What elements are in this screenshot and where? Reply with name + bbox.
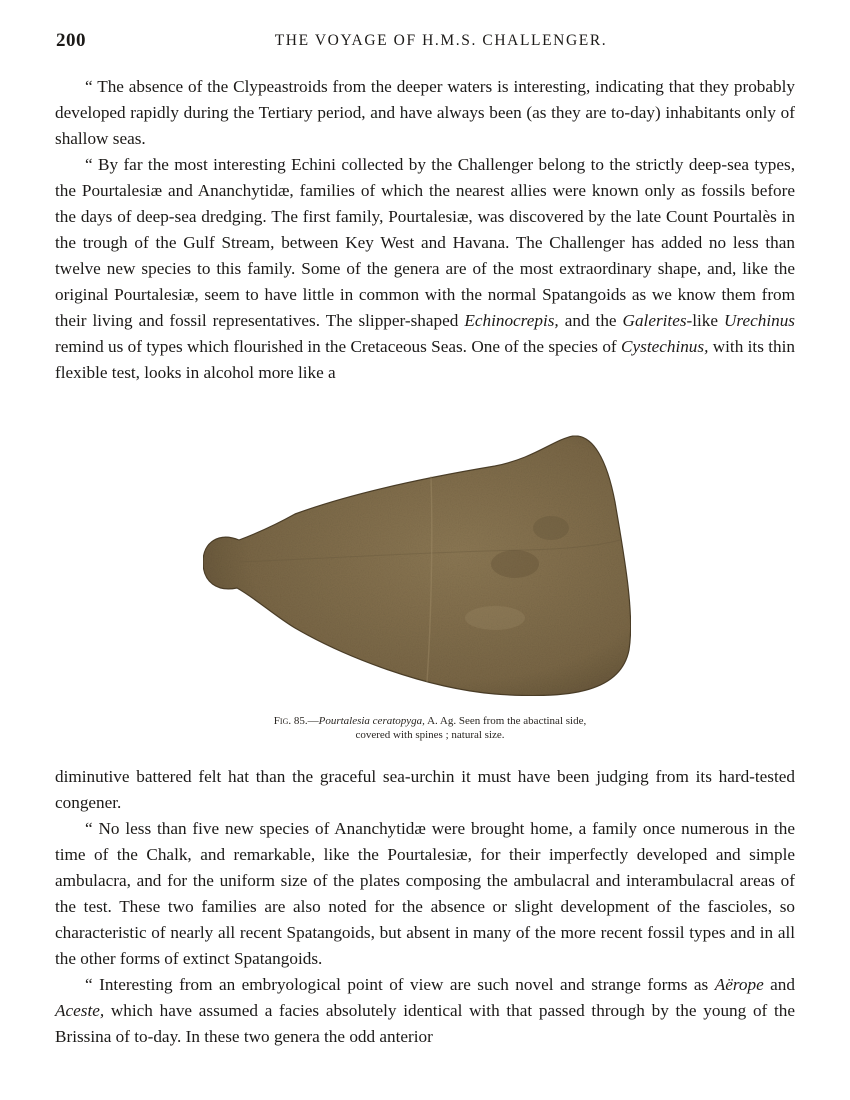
text-run: which have assumed a facies absolutely identical with that passed through by the young of the Brissina of to-day. In these two genera the odd anterior (55, 1001, 795, 1046)
text-run: diminutive battered felt hat than the graceful sea-urchin it must have been judging from its hard-tested congener. (55, 767, 795, 812)
caption-species-name: Pourtalesia ceratopyga, (318, 715, 425, 727)
figure-pourtalesia-specimen (195, 432, 645, 704)
caption-figure-label: Fig. 85.— (273, 715, 319, 727)
italic-taxon: Aceste, (55, 1001, 105, 1020)
page-number: 200 (56, 30, 86, 51)
specimen-body (203, 436, 631, 696)
text-run: “ Interesting from an embryological point of view are such novel and strange forms as (85, 975, 715, 994)
italic-taxon: Echinocrepis, (464, 311, 559, 330)
text-run: “ The absence of the Clypeastroids from the deeper waters is interesting, indicating that they probably developed rapidly during the Tertiary period, and have always been (as they are to-day) inhabitants only of shallow seas. (55, 77, 795, 148)
text-run: remind us of types which flourished in the Cretaceous Seas. One of the species of (55, 337, 622, 356)
text-block-bottom (55, 764, 795, 1050)
paragraph (55, 972, 795, 1050)
specimen-marking (491, 550, 539, 578)
text-run: “ No less than five new species of Ananchytidæ were brought home, a family once numerous in the time of the Chalk, and remarkable, like the Pourtalesiæ, for their imperfectly developed and simple ambulacra, and for the uniform size of the plates composing the ambulacral and interambulacral areas of the test. These two families are also noted for the absence or slight development of the fascioles, so characteristic of nearly all recent Spatangoids, but absent in many of the more recent fossil types and in all the other forms of extinct Spatangoids. (55, 819, 795, 968)
text-run: and (763, 975, 795, 994)
specimen-marking (465, 606, 525, 630)
paragraph (55, 74, 795, 152)
text-run: “ By far the most interesting Echini collected by the Challenger belong to the strictly deep-sea types, the Pourtalesiæ and Ananchytidæ, families of which the nearest allies were known only as fossils before the days of deep-sea dredging. The first family, Pourtalesiæ, was discovered by the late Count Pourtalès in the trough of the Gulf Stream, between Key West and Havana. The Challenger has added no less than twelve new species to this family. Some of the genera are of the most extraordinary shape, and, like the original Pourtalesiæ, seem to have little in common with the normal Spatangoids as we know them from their living and fossil representatives. The slipper-shaped (55, 155, 795, 330)
paragraph (55, 152, 795, 386)
caption-line-1 (150, 714, 710, 728)
specimen-marking (533, 516, 569, 540)
text-run: -like (686, 311, 725, 330)
paragraph (55, 816, 795, 972)
italic-taxon: Galerites (622, 311, 687, 330)
italic-taxon: Urechinus (724, 311, 795, 330)
caption-line-2: covered with spines ; natural size. (355, 729, 505, 741)
text-run: and the (558, 311, 623, 330)
caption-text: A. Ag. Seen from the abactinal side, (424, 715, 587, 727)
page-header (56, 30, 796, 54)
text-block-top (55, 74, 795, 386)
figure-caption (150, 714, 710, 742)
text-run: with its thin flexible test, looks in alcohol more like a (55, 337, 795, 382)
running-title: THE VOYAGE OF H.M.S. CHALLENGER. (274, 32, 608, 49)
italic-taxon: Cystechinus, (621, 337, 709, 356)
paragraph (55, 764, 795, 816)
italic-taxon: Aërope (714, 975, 764, 994)
specimen-illustration (195, 432, 645, 704)
